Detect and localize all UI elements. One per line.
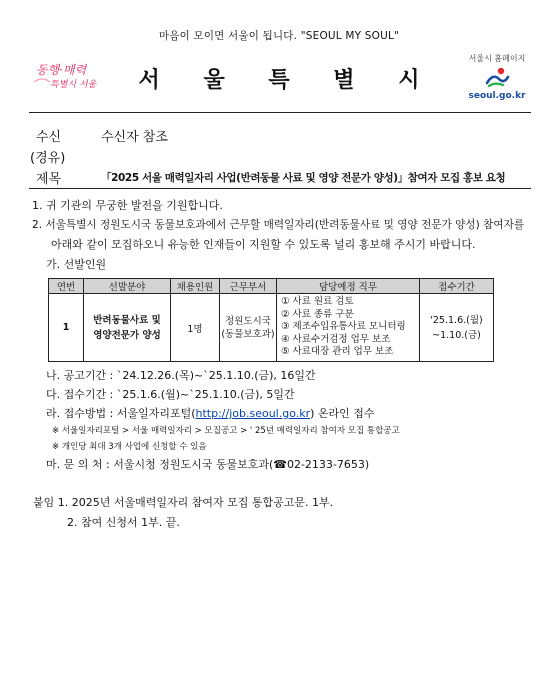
contact-prefix: 마. 문 의 처 : 서울시청 정원도시국 동물보호과( [46,458,274,471]
duty-item: ② 사료 종류 구분 [281,308,354,320]
note-portal-path: ※ 서울일자리포털 > 서울 매력일자리 > 모집공고 > ' 25년 매력일자리 참여자 모집 통합공고 [52,426,400,436]
table-header-cell: 접수기간 [420,279,494,294]
method-suffix: ) 온라인 접수 [310,407,375,420]
table-header-cell: 채용인원 [171,279,220,294]
subject-label: 제목 [36,172,62,187]
svg-text:동행·매력: 동행·매력 [36,63,87,77]
homepage-caption: 서울시 홈페이지 [468,54,526,63]
phone-icon: ☎ [273,458,287,471]
paragraph-2-line-1: 2. 서울특별시 정원도시국 동물보호과에서 근무할 매력일자리(반려동물사료 및 영양 전문가 양성) 참여자를 [32,219,525,231]
row-duties [277,294,420,362]
duty-item: ① 사료 원료 검토 [281,296,354,308]
application-method [46,405,375,421]
method-prefix: 라. 접수방법 : 서울일자리포털( [46,407,196,420]
duty-item: ④ 사료수거검정 업무 보조 [281,333,391,345]
page-title: 서 울 특 별 시 [138,68,438,93]
field-line-1: 반려동물사료 및 [93,314,161,326]
seoul-symbol-icon [484,66,510,90]
note-limit: ※ 개인당 최대 3개 사업에 신청할 수 있음 [52,442,207,452]
homepage-url: seoul.go.kr [468,91,526,101]
table-header-cell: 근무부서 [220,279,277,294]
application-period: 다. 접수기간 : `25.1.6.(월)~`25.1.10.(금), 5일간 [46,388,295,401]
subject-divider [29,188,531,189]
contact-suffix: ) [364,458,370,471]
homepage-logo[interactable] [462,53,532,101]
slogan: 마음이 모이면 서울이 됩니다. "SEOUL MY SOUL" [158,30,400,42]
section-ga: 가. 선발인원 [46,258,107,271]
paragraph-2-line-2: 아래와 같이 모집하오니 유능한 인재들이 지원할 수 있도록 널리 홍보해 주시기 바랍니다. [51,238,476,251]
field-line-2: 영양전문가 양성 [93,329,161,341]
svg-text:특별시 서울: 특별시 서울 [50,80,97,90]
table-row [49,294,494,362]
table-header-cell: 담당예정 직무 [277,279,420,294]
paragraph-1: 1. 귀 기관의 무궁한 발전을 기원합니다. [32,199,223,212]
row-number: 1 [49,294,84,362]
dept-line-1: 정원도시국 [225,315,271,327]
row-dept [220,294,277,362]
attachment-2: 2. 참여 신청서 1부. 끝. [67,516,180,529]
via-label: (경유) [30,151,66,166]
job-portal-link[interactable]: http://job.seoul.go.kr [195,407,311,420]
period-line-1: '25.1.6.(월) [430,314,483,326]
duty-item: ③ 제조수입유통사료 모니터링 [281,321,406,333]
duty-item: ⑤ 사료대장 관리 업무 보조 [281,346,394,358]
table-header-row [49,279,494,294]
row-period [420,294,494,362]
recipient-label: 수신 [36,130,62,145]
notice-period: 나. 공고기간 : `24.12.26.(목)~`25.1.10.(금), 16일간 [46,369,316,382]
header-divider [29,112,531,113]
subject-value: 「2025 서울 매력일자리 사업(반려동물 사료 및 영양 전문가 양성)」참여자 모집 홍보 요청 [101,172,506,184]
selection-table [48,278,494,362]
dept-line-2: (동물보호과) [221,328,275,340]
table-header-cell: 선발분야 [84,279,171,294]
row-field [84,294,171,362]
attachment-1: 붙임 1. 2025년 서울매력일자리 참여자 모집 통합공고문. 1부. [33,496,334,509]
table-header-cell: 연번 [49,279,84,294]
recipient-value: 수신자 참조 [101,130,168,145]
contact [46,456,369,472]
period-line-2: ~1.10.(금) [432,329,481,341]
row-count: 1명 [171,294,220,362]
phone-number: 02-2133-7653 [286,458,365,471]
